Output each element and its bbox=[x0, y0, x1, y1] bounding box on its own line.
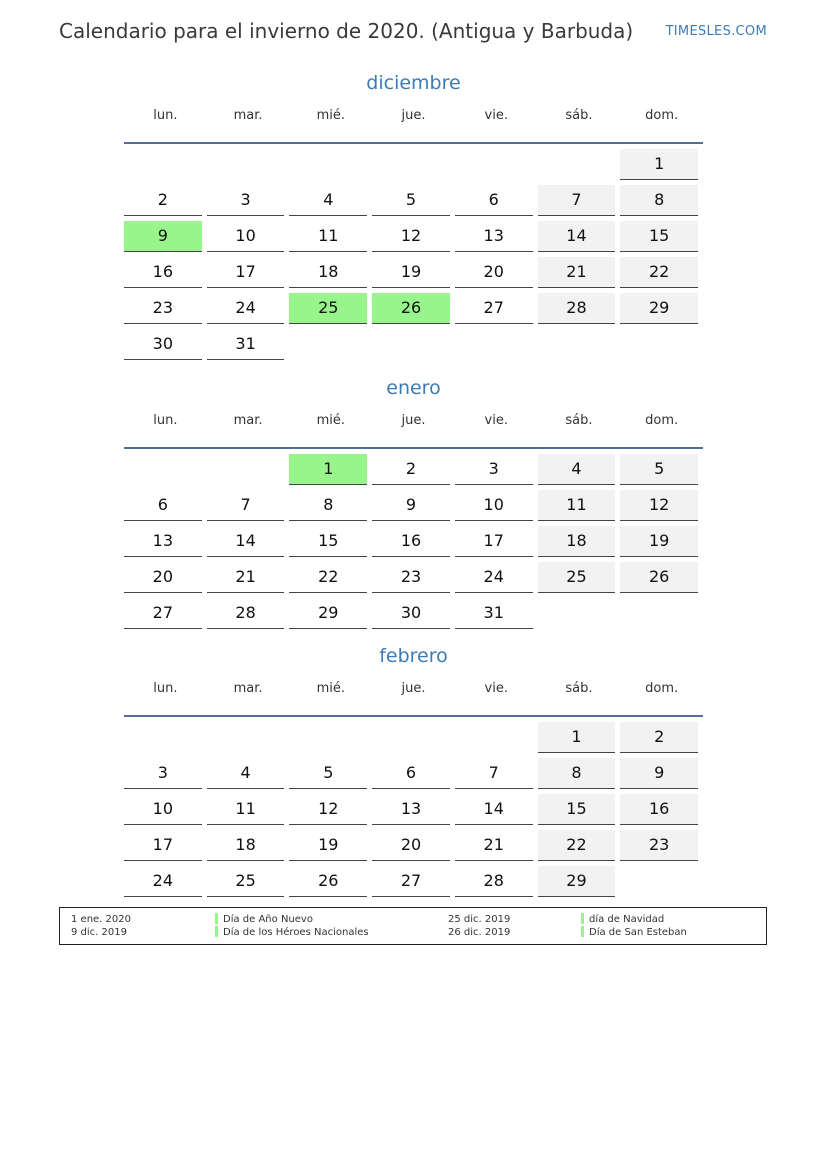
day-cell bbox=[538, 149, 621, 185]
legend-holiday-name: Día de San Esteban bbox=[589, 927, 687, 938]
day-number: 17 bbox=[455, 526, 533, 557]
day-cell bbox=[620, 221, 703, 257]
day-number: 19 bbox=[372, 257, 450, 288]
day-number: 1 bbox=[538, 722, 616, 753]
day-cell bbox=[207, 722, 290, 758]
week-grid bbox=[124, 722, 703, 902]
day-number: 28 bbox=[207, 598, 285, 629]
day-cell bbox=[372, 526, 455, 562]
day-cell bbox=[455, 185, 538, 221]
week-row bbox=[124, 758, 703, 794]
day-number: 13 bbox=[124, 526, 202, 557]
day-cell bbox=[538, 562, 621, 598]
holiday-day: 9 bbox=[124, 221, 202, 252]
weekday-label: sáb. bbox=[565, 681, 593, 696]
weekday-label: lun. bbox=[153, 413, 178, 428]
day-cell bbox=[620, 722, 703, 758]
week-row bbox=[124, 830, 703, 866]
day-number: 17 bbox=[124, 830, 202, 861]
day-cell bbox=[289, 293, 372, 329]
weekday-label: mar. bbox=[233, 681, 263, 696]
day-cell bbox=[620, 598, 703, 634]
day-number: 13 bbox=[455, 221, 533, 252]
legend-date: 25 dic. 2019 bbox=[448, 914, 511, 925]
day-number: 16 bbox=[620, 794, 698, 825]
week-row bbox=[124, 562, 703, 598]
day-number: 29 bbox=[620, 293, 698, 324]
weekday-label: jue. bbox=[401, 108, 426, 123]
day-number: 18 bbox=[538, 526, 616, 557]
day-cell bbox=[620, 758, 703, 794]
day-cell bbox=[207, 794, 290, 830]
week-row bbox=[124, 490, 703, 526]
day-number: 21 bbox=[207, 562, 285, 593]
week-row bbox=[124, 185, 703, 221]
day-number: 14 bbox=[538, 221, 616, 252]
weekday-label: jue. bbox=[401, 681, 426, 696]
weekday-label: vie. bbox=[484, 681, 508, 696]
day-number: 23 bbox=[372, 562, 450, 593]
day-number: 3 bbox=[124, 758, 202, 789]
day-number: 5 bbox=[620, 454, 698, 485]
day-number: 4 bbox=[289, 185, 367, 216]
day-number: 23 bbox=[124, 293, 202, 324]
day-number: 28 bbox=[455, 866, 533, 897]
day-cell bbox=[124, 221, 207, 257]
day-cell bbox=[372, 490, 455, 526]
day-number: 15 bbox=[289, 526, 367, 557]
day-number: 3 bbox=[207, 185, 285, 216]
day-number: 11 bbox=[207, 794, 285, 825]
weekday-label: mar. bbox=[233, 413, 263, 428]
day-number: 26 bbox=[289, 866, 367, 897]
day-number: 4 bbox=[207, 758, 285, 789]
day-number: 16 bbox=[372, 526, 450, 557]
day-number: 24 bbox=[207, 293, 285, 324]
day-cell bbox=[620, 149, 703, 185]
weekday-label: lun. bbox=[153, 108, 178, 123]
day-number: 24 bbox=[455, 562, 533, 593]
day-number: 31 bbox=[207, 329, 285, 360]
day-cell bbox=[289, 598, 372, 634]
day-cell bbox=[289, 562, 372, 598]
day-cell bbox=[538, 830, 621, 866]
week-grid bbox=[124, 454, 703, 634]
weekday-header bbox=[124, 678, 703, 717]
day-number: 13 bbox=[372, 794, 450, 825]
day-cell bbox=[620, 329, 703, 365]
day-cell bbox=[455, 293, 538, 329]
day-number: 6 bbox=[124, 490, 202, 521]
day-cell bbox=[538, 329, 621, 365]
day-cell bbox=[538, 454, 621, 490]
day-cell bbox=[124, 830, 207, 866]
day-cell bbox=[455, 830, 538, 866]
day-number: 2 bbox=[124, 185, 202, 216]
day-cell bbox=[372, 293, 455, 329]
weekday-header bbox=[124, 105, 703, 144]
week-row bbox=[124, 221, 703, 257]
day-cell bbox=[538, 794, 621, 830]
weekday-header bbox=[124, 410, 703, 449]
day-cell bbox=[207, 329, 290, 365]
day-number: 5 bbox=[372, 185, 450, 216]
day-cell bbox=[538, 722, 621, 758]
day-cell bbox=[372, 454, 455, 490]
week-row bbox=[124, 149, 703, 185]
month-name: enero bbox=[386, 377, 441, 399]
day-cell bbox=[538, 490, 621, 526]
day-number: 9 bbox=[620, 758, 698, 789]
legend-entry bbox=[215, 926, 369, 939]
day-cell bbox=[538, 598, 621, 634]
holiday-legend bbox=[59, 907, 767, 945]
day-number: 15 bbox=[538, 794, 616, 825]
weekday-label: mié. bbox=[316, 108, 345, 123]
day-cell bbox=[620, 794, 703, 830]
day-number: 18 bbox=[289, 257, 367, 288]
week-row bbox=[124, 526, 703, 562]
day-number: 14 bbox=[207, 526, 285, 557]
day-number: 12 bbox=[372, 221, 450, 252]
day-number: 1 bbox=[620, 149, 698, 180]
day-cell bbox=[289, 526, 372, 562]
day-number: 29 bbox=[289, 598, 367, 629]
day-cell bbox=[455, 866, 538, 902]
day-number: 30 bbox=[124, 329, 202, 360]
day-cell bbox=[538, 866, 621, 902]
day-number: 25 bbox=[207, 866, 285, 897]
day-cell bbox=[207, 454, 290, 490]
day-cell bbox=[538, 257, 621, 293]
day-cell bbox=[538, 293, 621, 329]
day-number: 6 bbox=[372, 758, 450, 789]
day-cell bbox=[289, 866, 372, 902]
day-cell bbox=[124, 526, 207, 562]
day-cell bbox=[620, 293, 703, 329]
day-cell bbox=[124, 866, 207, 902]
day-number: 21 bbox=[455, 830, 533, 861]
day-cell bbox=[620, 562, 703, 598]
day-number: 19 bbox=[289, 830, 367, 861]
weekday-label: vie. bbox=[484, 413, 508, 428]
day-number: 22 bbox=[538, 830, 616, 861]
day-number: 5 bbox=[289, 758, 367, 789]
day-number: 7 bbox=[538, 185, 616, 216]
legend-holiday-name: Día de Año Nuevo bbox=[223, 914, 313, 925]
day-cell bbox=[455, 490, 538, 526]
day-cell bbox=[455, 149, 538, 185]
day-cell bbox=[289, 257, 372, 293]
day-cell bbox=[455, 722, 538, 758]
week-row bbox=[124, 257, 703, 293]
day-number: 22 bbox=[620, 257, 698, 288]
day-cell bbox=[207, 866, 290, 902]
week-row bbox=[124, 598, 703, 634]
day-cell bbox=[620, 866, 703, 902]
day-cell bbox=[289, 830, 372, 866]
week-row bbox=[124, 722, 703, 758]
day-number: 17 bbox=[207, 257, 285, 288]
day-number: 7 bbox=[455, 758, 533, 789]
day-cell bbox=[372, 758, 455, 794]
day-cell bbox=[455, 454, 538, 490]
month-name: diciembre bbox=[366, 72, 461, 94]
day-number: 23 bbox=[620, 830, 698, 861]
day-cell bbox=[124, 722, 207, 758]
weekday-label: lun. bbox=[153, 681, 178, 696]
weekday-label: dom. bbox=[645, 108, 679, 123]
day-cell bbox=[372, 149, 455, 185]
day-cell bbox=[620, 830, 703, 866]
day-cell bbox=[620, 185, 703, 221]
day-cell bbox=[620, 526, 703, 562]
day-cell bbox=[124, 185, 207, 221]
month-1 bbox=[124, 374, 703, 634]
day-number: 2 bbox=[372, 454, 450, 485]
day-cell bbox=[455, 758, 538, 794]
day-number: 10 bbox=[455, 490, 533, 521]
day-cell bbox=[372, 257, 455, 293]
day-cell bbox=[372, 794, 455, 830]
week-grid bbox=[124, 149, 703, 365]
day-number: 8 bbox=[538, 758, 616, 789]
day-cell bbox=[289, 221, 372, 257]
day-number: 25 bbox=[538, 562, 616, 593]
day-number: 8 bbox=[289, 490, 367, 521]
day-number: 30 bbox=[372, 598, 450, 629]
day-number: 6 bbox=[455, 185, 533, 216]
day-cell bbox=[124, 149, 207, 185]
day-cell bbox=[207, 830, 290, 866]
day-number: 27 bbox=[124, 598, 202, 629]
day-cell bbox=[289, 794, 372, 830]
day-cell bbox=[207, 149, 290, 185]
day-cell bbox=[207, 562, 290, 598]
holiday-color-marker bbox=[215, 913, 218, 924]
day-number: 26 bbox=[620, 562, 698, 593]
week-row bbox=[124, 454, 703, 490]
day-cell bbox=[372, 329, 455, 365]
holiday-color-marker bbox=[581, 913, 584, 924]
weekday-label: sáb. bbox=[565, 108, 593, 123]
day-cell bbox=[372, 221, 455, 257]
day-number: 12 bbox=[289, 794, 367, 825]
month-0 bbox=[124, 69, 703, 365]
brand-link[interactable]: TIMESLES.COM bbox=[665, 24, 767, 39]
day-cell bbox=[538, 221, 621, 257]
legend-entry bbox=[581, 913, 664, 926]
day-cell bbox=[455, 329, 538, 365]
day-number: 4 bbox=[538, 454, 616, 485]
day-cell bbox=[289, 722, 372, 758]
day-cell bbox=[207, 758, 290, 794]
day-number: 9 bbox=[372, 490, 450, 521]
day-cell bbox=[455, 257, 538, 293]
day-cell bbox=[207, 490, 290, 526]
day-cell bbox=[372, 562, 455, 598]
day-number: 21 bbox=[538, 257, 616, 288]
holiday-day: 26 bbox=[372, 293, 450, 324]
day-cell bbox=[124, 794, 207, 830]
legend-entry bbox=[215, 913, 313, 926]
day-number: 27 bbox=[455, 293, 533, 324]
day-number: 28 bbox=[538, 293, 616, 324]
day-cell bbox=[207, 257, 290, 293]
legend-holiday-name: Día de los Héroes Nacionales bbox=[223, 927, 369, 938]
day-number: 8 bbox=[620, 185, 698, 216]
day-number: 12 bbox=[620, 490, 698, 521]
day-cell bbox=[124, 758, 207, 794]
day-cell bbox=[289, 758, 372, 794]
weekday-label: sáb. bbox=[565, 413, 593, 428]
day-cell bbox=[207, 185, 290, 221]
day-cell bbox=[124, 293, 207, 329]
weekday-label: mié. bbox=[316, 681, 345, 696]
legend-holiday-name: día de Navidad bbox=[589, 914, 665, 925]
day-cell bbox=[620, 454, 703, 490]
week-row bbox=[124, 329, 703, 365]
weekday-label: dom. bbox=[645, 413, 679, 428]
day-cell bbox=[289, 185, 372, 221]
weekday-label: mié. bbox=[316, 413, 345, 428]
day-cell bbox=[372, 830, 455, 866]
day-cell bbox=[538, 758, 621, 794]
weekday-label: vie. bbox=[484, 108, 508, 123]
legend-date: 1 ene. 2020 bbox=[71, 914, 131, 925]
day-cell bbox=[372, 598, 455, 634]
day-number: 11 bbox=[289, 221, 367, 252]
day-cell bbox=[455, 221, 538, 257]
day-cell bbox=[538, 526, 621, 562]
day-cell bbox=[455, 526, 538, 562]
day-cell bbox=[207, 526, 290, 562]
day-cell bbox=[124, 490, 207, 526]
legend-date: 26 dic. 2019 bbox=[448, 927, 511, 938]
day-number: 2 bbox=[620, 722, 698, 753]
holiday-color-marker bbox=[215, 926, 218, 937]
day-cell bbox=[207, 221, 290, 257]
day-cell bbox=[372, 185, 455, 221]
holiday-color-marker bbox=[581, 926, 584, 937]
day-cell bbox=[620, 490, 703, 526]
day-number: 22 bbox=[289, 562, 367, 593]
day-number: 29 bbox=[538, 866, 616, 897]
legend-date: 9 dic. 2019 bbox=[71, 927, 127, 938]
day-number: 27 bbox=[372, 866, 450, 897]
week-row bbox=[124, 293, 703, 329]
day-cell bbox=[289, 149, 372, 185]
day-number: 18 bbox=[207, 830, 285, 861]
day-number: 10 bbox=[124, 794, 202, 825]
day-cell bbox=[207, 293, 290, 329]
day-cell bbox=[620, 257, 703, 293]
day-cell bbox=[289, 454, 372, 490]
day-number: 15 bbox=[620, 221, 698, 252]
day-number: 11 bbox=[538, 490, 616, 521]
day-number: 20 bbox=[124, 562, 202, 593]
page-title: Calendario para el invierno de 2020. (Antigua y Barbuda) bbox=[59, 19, 634, 43]
month-name: febrero bbox=[379, 645, 448, 667]
day-cell bbox=[207, 598, 290, 634]
day-number: 20 bbox=[455, 257, 533, 288]
weekday-label: dom. bbox=[645, 681, 679, 696]
day-cell bbox=[124, 562, 207, 598]
day-cell bbox=[289, 329, 372, 365]
weekday-label: jue. bbox=[401, 413, 426, 428]
holiday-day: 25 bbox=[289, 293, 367, 324]
holiday-day: 1 bbox=[289, 454, 367, 485]
day-number: 10 bbox=[207, 221, 285, 252]
month-2 bbox=[124, 642, 703, 902]
day-cell bbox=[372, 866, 455, 902]
day-cell bbox=[372, 722, 455, 758]
day-cell bbox=[124, 598, 207, 634]
day-number: 19 bbox=[620, 526, 698, 557]
week-row bbox=[124, 866, 703, 902]
day-number: 20 bbox=[372, 830, 450, 861]
day-number: 24 bbox=[124, 866, 202, 897]
day-cell bbox=[455, 562, 538, 598]
day-cell bbox=[289, 490, 372, 526]
day-number: 16 bbox=[124, 257, 202, 288]
day-number: 3 bbox=[455, 454, 533, 485]
day-number: 7 bbox=[207, 490, 285, 521]
day-cell bbox=[124, 329, 207, 365]
day-cell bbox=[455, 598, 538, 634]
day-number: 31 bbox=[455, 598, 533, 629]
day-cell bbox=[124, 257, 207, 293]
weekday-label: mar. bbox=[233, 108, 263, 123]
legend-entry bbox=[581, 926, 687, 939]
day-cell bbox=[124, 454, 207, 490]
week-row bbox=[124, 794, 703, 830]
day-cell bbox=[455, 794, 538, 830]
day-cell bbox=[538, 185, 621, 221]
day-number: 14 bbox=[455, 794, 533, 825]
